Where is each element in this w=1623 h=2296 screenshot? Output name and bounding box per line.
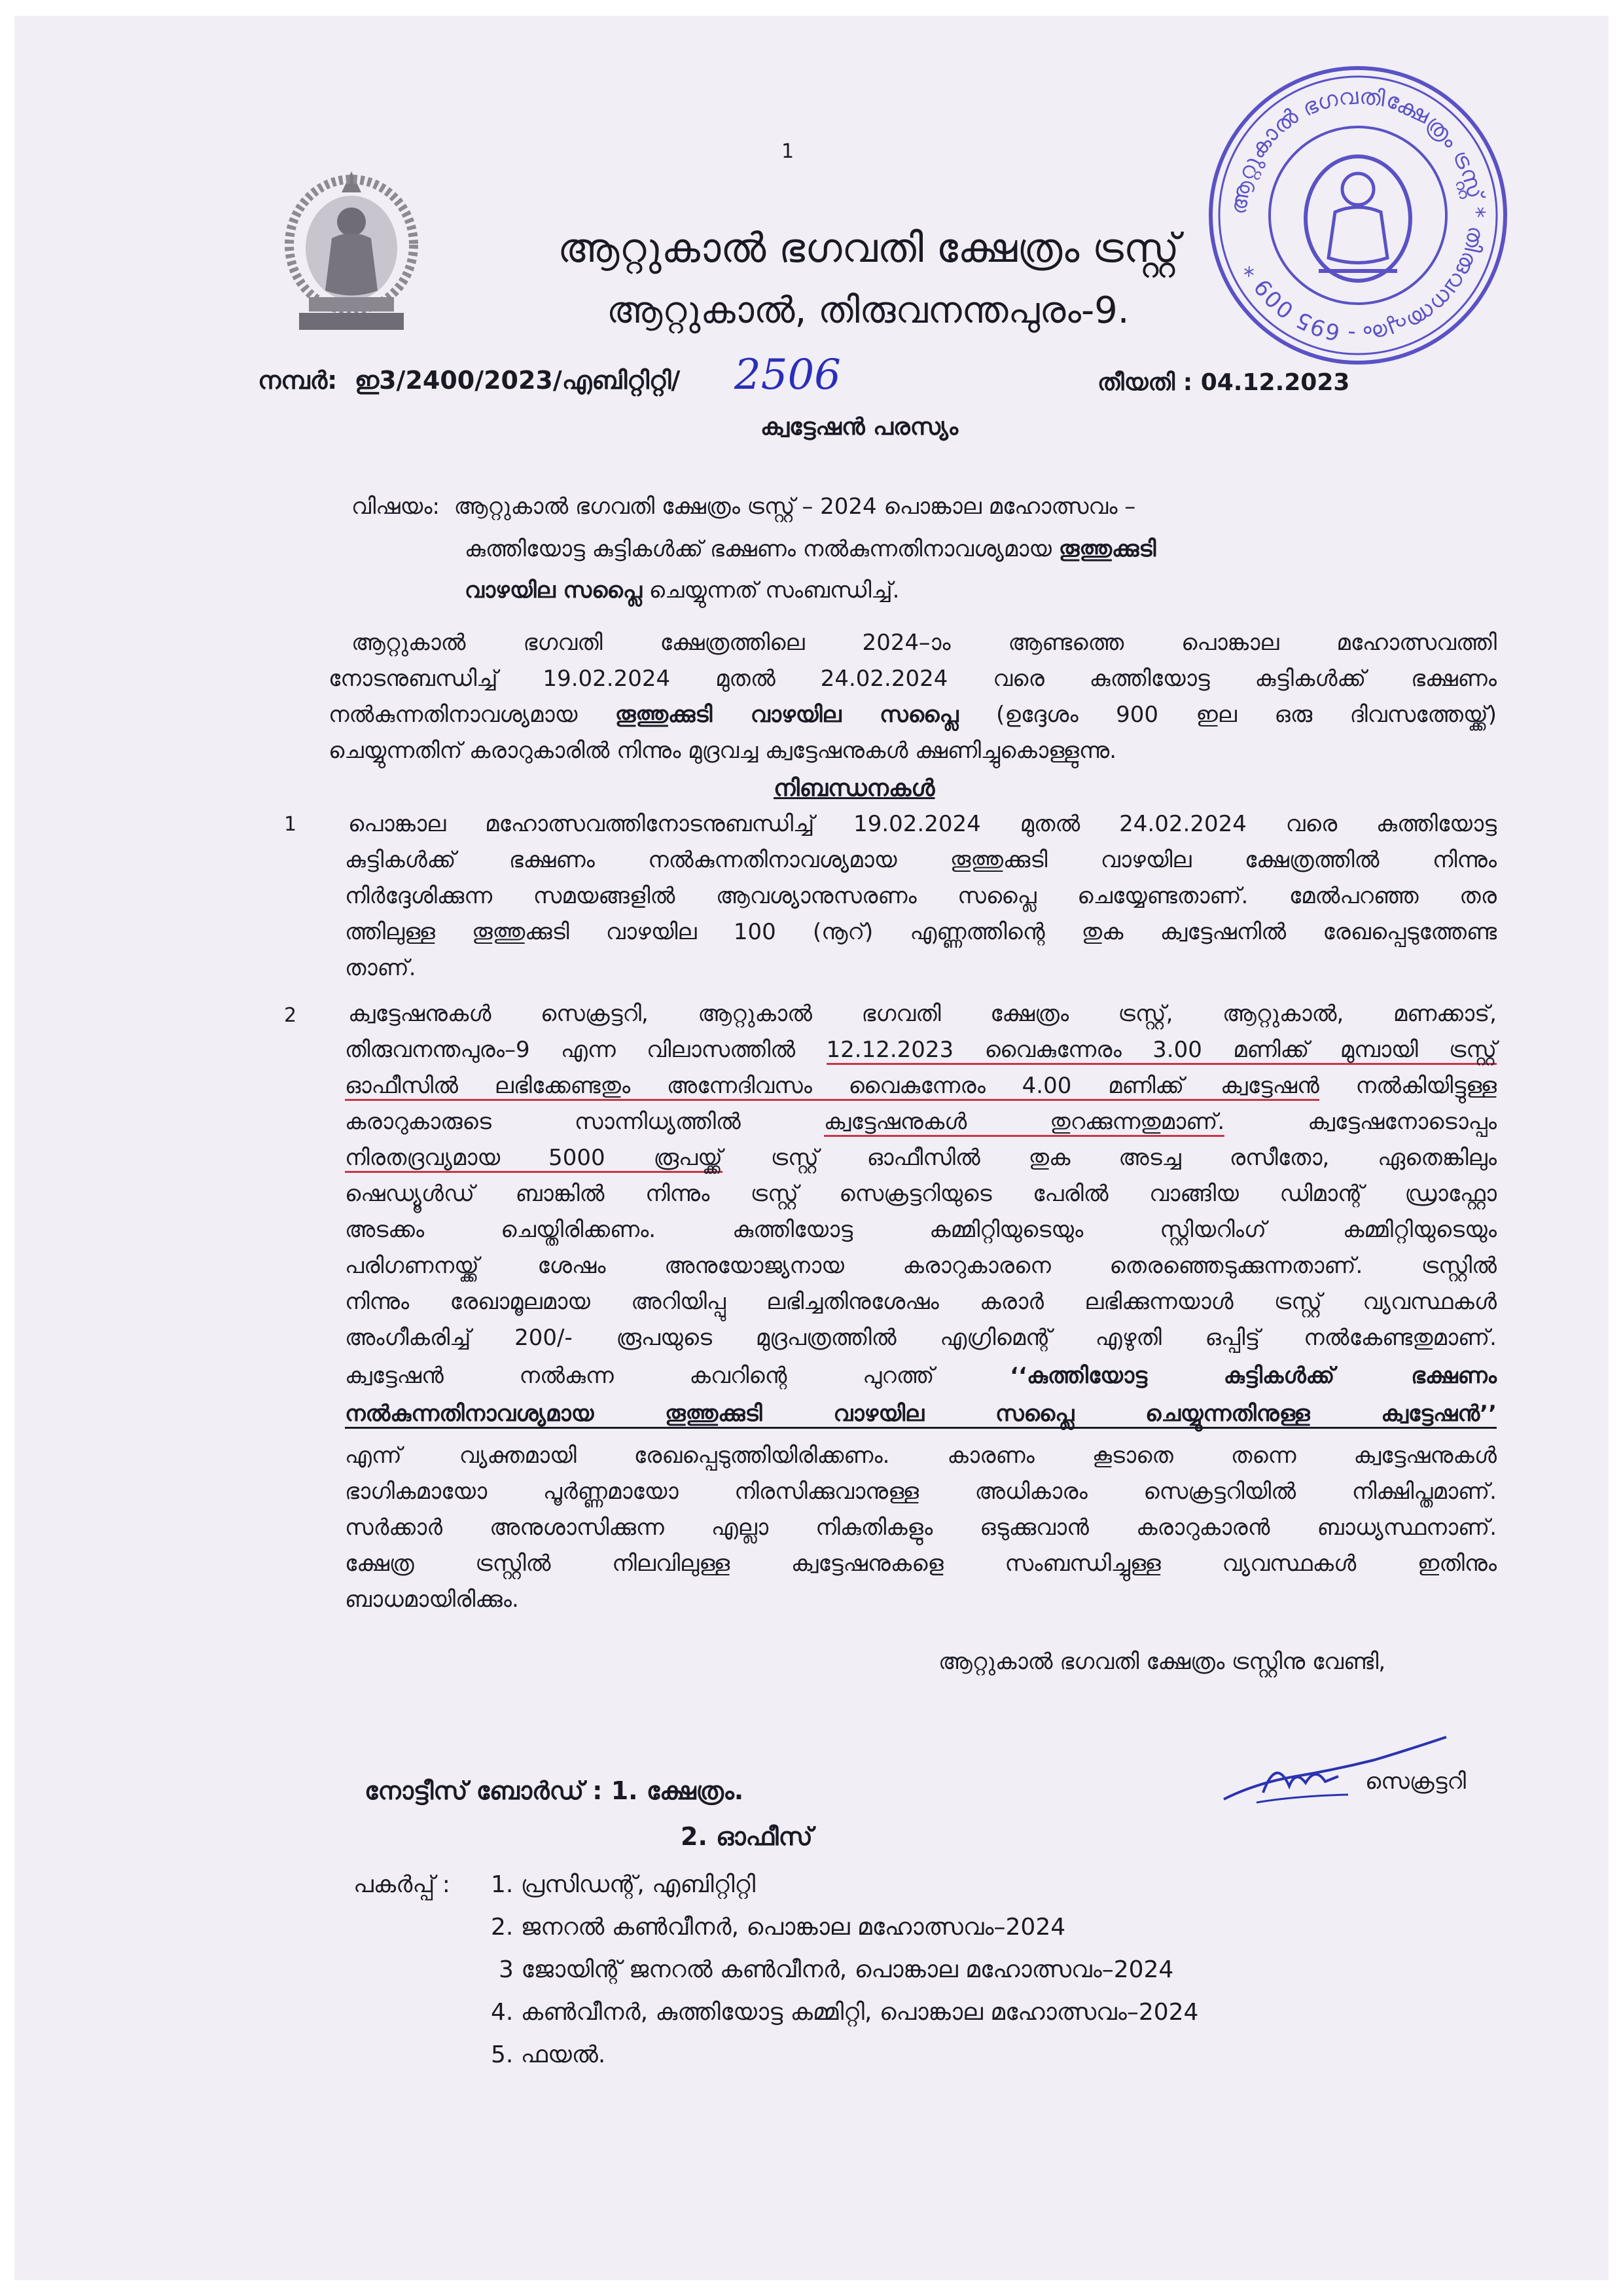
condition-1-line: കുട്ടികൾക്ക് ഭക്ഷണം നൽകുന്നതിനാവശ്യമായ തൂത്തുക്കുടി വാഴയില ക്ഷേത്രത്തിൽ നിന്നും <box>345 847 1497 873</box>
condition-1-line: നിർദ്ദേശിക്കുന്ന സമയങ്ങളിൽ ആവശ്യാനുസരണം സപ്ലൈ ചെയ്യേണ്ടതാണ്. മേൽപറഞ്ഞ തര <box>345 883 1497 909</box>
copy-to-label: പകർപ്പ് : <box>353 1871 450 1898</box>
reference-value: ഇ3/2400/2023/എബിറ്റിറ്റി/ <box>354 366 681 395</box>
opening-underlined: ക്വട്ടേഷനുകൾ തുറക്കുന്നതുമാണ്. <box>824 1109 1224 1137</box>
copy-to-item: 2. ജനറൽ കൺവീനർ, പൊങ്കാല മഹോത്സവം–2024 <box>491 1914 1066 1941</box>
condition-2-line: ഷെഡ്യൂൾഡ് ബാങ്കിൽ നിന്നും ട്രസ്റ്റ് സെക്രട്ടറിയുടെ പേരിൽ വാങ്ങിയ ഡിമാന്റ് ഡ്രാഫ്റ്റോ <box>345 1181 1497 1207</box>
deadline-underlined: 12.12.2023 വൈകുന്നേരം 3.00 മണിക്ക് മുമ്പായി ട്രസ്റ്റ് <box>827 1037 1497 1065</box>
condition-2-line: അടക്കം ചെയ്തിരിക്കണം. കുത്തിയോട്ട കമ്മിറ്റിയുടെയും സ്റ്റിയറിംഗ് കമ്മിറ്റിയുടെയും <box>345 1217 1497 1243</box>
intro-line-3: നൽകുന്നതിനാവശ്യമായ തൂത്തുക്കുടി വാഴയില സപ്ലൈ (ഉദ്ദേശം 900 ഇല ഒരു ദിവസത്തേയ്ക്ക്) <box>329 702 1497 728</box>
condition-2-line: ക്വട്ടേഷൻ നൽകുന്ന കവറിന്റെ പുറത്ത് ‘‘കുത്തിയോട്ട കുട്ടികൾക്ക് ഭക്ഷണം <box>345 1363 1497 1389</box>
page-number: 1 <box>781 140 794 163</box>
subject-line-3: വാഴയില സപ്ലൈ ചെയ്യുന്നത് സംബന്ധിച്ച്. <box>465 577 900 603</box>
copy-to-item: 5. ഫയൽ. <box>491 2041 606 2068</box>
condition-2-line: ക്വട്ടേഷനുകൾ സെക്രട്ടറി, ആറ്റുകാൽ ഭഗവതി ക്ഷേത്രം ട്രസ്റ്റ്, ആറ്റുകാൽ, മണക്കാട്, <box>348 1001 1497 1027</box>
condition-2-line: ബാധമായിരിക്കും. <box>345 1587 519 1613</box>
signoff: ആറ്റുകാൽ ഭഗവതി ക്ഷേത്രം ട്രസ്റ്റിനു വേണ്ടി, <box>938 1649 1386 1675</box>
notice-board-line-1: നോട്ടീസ് ബോർഡ് : 1. ക്ഷേത്രം. <box>365 1776 744 1805</box>
conditions-heading: നിബന്ധനകൾ <box>774 775 935 802</box>
handwritten-number: 2506 <box>734 351 841 399</box>
trust-address: ആറ്റുകാൽ, തിരുവനന്തപുരം-9. <box>607 289 1130 332</box>
condition-2-line: എന്ന് വ്യക്തമായി രേഖപ്പെടുത്തിയിരിക്കണം. കാരണം കൂടാതെ തന്നെ ക്വട്ടേഷനുകൾ <box>345 1443 1497 1469</box>
condition-2-line: ക്ഷേത്ര ട്രസ്റ്റിൽ നിലവിലുള്ള ക്വട്ടേഷനുകളെ സംബന്ധിച്ചുള്ള വ്യവസ്ഥകൾ ഇതിനും <box>345 1551 1497 1577</box>
condition-2-line: തിരുവനന്തപുരം–9 എന്ന വിലാസത്തിൽ 12.12.2023 വൈകുന്നേരം 3.00 മണിക്ക് മുമ്പായി ട്രസ്റ്റ് <box>345 1037 1497 1063</box>
condition-1-number: 1 <box>284 813 297 836</box>
condition-2-number: 2 <box>284 1004 297 1027</box>
intro-line-2: നോടനുബന്ധിച്ച് 19.02.2024 മുതൽ 24.02.2024 വരെ കുത്തിയോട്ട കുട്ടികൾക്ക് ഭക്ഷണം <box>329 666 1497 692</box>
subject-line-2: കുത്തിയോട്ട കുട്ടികൾക്ക് ഭക്ഷണം നൽകുന്നതിനാവശ്യമായ തൂത്തുക്കുടി <box>465 536 1156 562</box>
trust-name: ആറ്റുകാൽ ഭഗവതി ക്ഷേത്രം ട്രസ്റ്റ് <box>558 224 1179 272</box>
reference-label: നമ്പർ: <box>258 366 338 395</box>
copy-to-item: 4. കൺവീനർ, കുത്തിയോട്ട കമ്മിറ്റി, പൊങ്കാല മഹോത്സവം–2024 <box>491 1999 1199 2026</box>
condition-2-line: കരാറുകാരുടെ സാന്നിധ്യത്തിൽ ക്വട്ടേഷനുകൾ തുറക്കുന്നതുമാണ്. ക്വട്ടേഷനോടൊപ്പം <box>345 1109 1497 1135</box>
notice-heading: ക്വട്ടേഷൻ പരസ്യം <box>760 414 959 440</box>
date-value: 04.12.2023 <box>1200 369 1350 396</box>
condition-1-line: ത്തിലുള്ള തൂത്തുക്കുടി വാഴയില 100 (നൂറ്) എണ്ണത്തിന്റെ തുക ക്വട്ടേഷനിൽ രേഖപ്പെടുത്തേണ്ട <box>345 919 1497 945</box>
condition-2-line: ഭാഗികമായോ പൂർണ്ണമായോ നിരസിക്കുവാനുള്ള അധികാരം സെക്രട്ടറിയിൽ നിക്ഷിപ്തമാണ്. <box>345 1479 1497 1505</box>
subject-label: വിഷയം: <box>351 493 440 520</box>
date-label: തീയതി : <box>1097 369 1193 396</box>
emd-amount-underlined: നിരതദ്രവ്യമായ 5000 രൂപയ്ക്ക് <box>345 1145 722 1173</box>
condition-2-line: പരിഗണനയ്ക്ക് ശേഷം അനുയോജ്യനായ കരാറുകാരനെ തെരഞ്ഞെടുക്കുന്നതാണ്. ട്രസ്റ്റിൽ <box>345 1253 1497 1279</box>
condition-1-line: താണ്. <box>345 955 416 981</box>
copy-to-item: 3 ജോയിന്റ് ജനറൽ കൺവീനർ, പൊങ്കാല മഹോത്സവം–2024 <box>499 1956 1174 1983</box>
stamp-text: ആറ്റുകാൽ ഭഗവതിക്ഷേത്രം ട്രസ്റ്റ് * തിരുവനന്തപുരം - 695 009 * <box>1225 83 1490 348</box>
condition-2-line: നിരതദ്രവ്യമായ 5000 രൂപയ്ക്ക് ട്രസ്റ്റ് ഓഫീസിൽ തുക അടച്ച രസീതോ, ഏതെങ്കിലും <box>345 1145 1497 1171</box>
temple-emblem-icon <box>270 166 433 336</box>
trust-seal-stamp <box>1204 62 1512 369</box>
intro-line-4: ചെയ്യുന്നതിന് കരാറുകാരിൽ നിന്നും മുദ്രവച്ച ക്വട്ടേഷനുകൾ ക്ഷണിച്ചുകൊള്ളുന്നു. <box>329 738 1117 764</box>
condition-1-line: പൊങ്കാല മഹോത്സവത്തിനോടനുബന്ധിച്ച് 19.02.2024 മുതൽ 24.02.2024 വരെ കുത്തിയോട്ട <box>348 811 1497 837</box>
condition-2-line: അംഗീകരിച്ച് 200/- രൂപയുടെ മുദ്രപത്രത്തിൽ എഗ്രിമെന്റ് എഴുതി ഒപ്പിട്ട് നൽകേണ്ടതുമാണ്. <box>345 1325 1497 1351</box>
date <box>1097 369 1349 397</box>
notice-board-line-2: 2. ഓഫീസ് <box>681 1822 813 1851</box>
condition-2-line: നിന്നും രേഖാമൂലമായ അറിയിപ്പു ലഭിച്ചതിനുശേഷം കരാർ ലഭിക്കുന്നയാൾ ട്രസ്റ്റ് വ്യവസ്ഥകൾ <box>345 1289 1497 1315</box>
condition-2-line: സർക്കാർ അനുശാസിക്കുന്ന എല്ലാ നികുതികളും ഒടുക്കുവാൻ കരാറുകാരൻ ബാധ്യസ്ഥനാണ്. <box>345 1515 1497 1541</box>
condition-2-cover-text: നൽകുന്നതിനാവശ്യമായ തൂത്തുക്കുടി വാഴയില സപ്ലൈ ചെയ്യുന്നതിനുള്ള ക്വട്ടേഷൻ’’ <box>345 1401 1497 1429</box>
opening-time-underlined: ഓഫീസിൽ ലഭിക്കേണ്ടതും അന്നേദിവസം വൈകുന്നേരം 4.00 മണിക്ക് ക്വട്ടേഷൻ <box>345 1073 1319 1101</box>
condition-2-line: ഓഫീസിൽ ലഭിക്കേണ്ടതും അന്നേദിവസം വൈകുന്നേരം 4.00 മണിക്ക് ക്വട്ടേഷൻ നൽകിയിട്ടുള്ള <box>345 1073 1497 1099</box>
svg-text:ആറ്റുകാൽ ഭഗവതിക്ഷേത്രം ട്രസ്റ് <box>1225 83 1489 347</box>
intro-line-1: ആറ്റുകാൽ ഭഗവതി ക്ഷേത്രത്തിലെ 2024–ാം ആണ്ടത്തെ പൊങ്കാല മഹോത്സവത്തി <box>351 630 1497 656</box>
copy-to-item: 1. പ്രസിഡന്റ്, എബിറ്റിറ്റി <box>491 1871 756 1898</box>
document-page <box>14 16 1609 2280</box>
secretary-title: സെക്രട്ടറി <box>1365 1768 1467 1795</box>
reference-number <box>258 366 680 395</box>
subject-line-1: വിഷയം: ആറ്റുകാൽ ഭഗവതി ക്ഷേത്രം ട്രസ്റ്റ് – 2024 പൊങ്കാല മഹോത്സവം – <box>351 493 1136 520</box>
